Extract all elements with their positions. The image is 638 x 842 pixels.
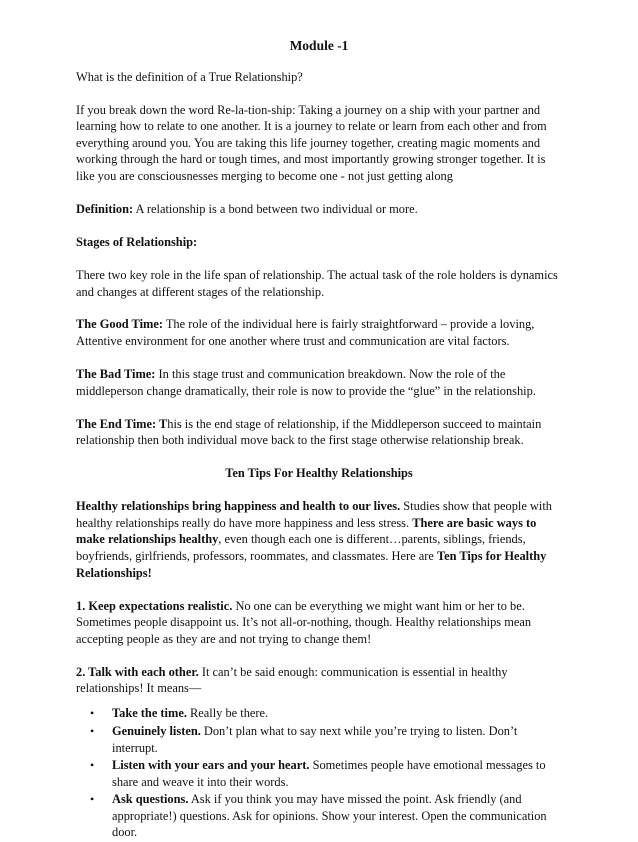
tips-intro-bold-2: There are basic ways to make relationships healthy xyxy=(76,515,537,547)
bullet-text: Ask if you think you may have missed the point. Ask friendly (and appropriate!) questions. Ask for opinions. Show your interest. Open the communication door. xyxy=(112,792,547,840)
bullet-label: Take the time. xyxy=(112,706,187,721)
bullet-label: Listen with your ears and your heart. xyxy=(112,758,310,773)
bullet-icon: • xyxy=(90,758,95,773)
tips-intro-bold-1: Healthy relationships bring happiness and health to our lives. xyxy=(76,499,401,514)
definition-paragraph xyxy=(76,201,562,218)
page-title: Module -1 xyxy=(289,38,349,53)
bad-time-text: In this stage trust and communication breakdown. Now the role of the middleperson change dramatically, their role is now to provide the “glue” in the relationship. xyxy=(76,367,536,398)
bullet-label: Ask questions. xyxy=(112,792,189,807)
intro-paragraph: If you break down the word Re-la-tion-ship: Taking a journey on a ship with your partner and learning how to relate to one another. It is a journey to relate or learn from each other and from everything around you. You are taking this life journey together, creating magic moments and working through the hard or tough times, and most importantly growing stronger together. It is like you are consciousnesses merging to become one - not just getting along xyxy=(76,102,547,183)
definition-label: Definition: xyxy=(76,201,134,216)
bullet-icon: • xyxy=(90,792,95,807)
tip-2-label: 2. Talk with each other. xyxy=(76,664,199,679)
tips-intro-text-1: Studies show that people with healthy relationships really do have more happiness and less stress. xyxy=(76,499,552,530)
definition-text: A relationship is a bond between two individual or more. xyxy=(133,201,418,216)
tips-heading: Ten Tips For Healthy Relationships xyxy=(225,466,413,481)
question-paragraph: What is the definition of a True Relationship? xyxy=(76,69,303,84)
bad-time-label: The Bad Time: xyxy=(76,367,156,382)
end-time-text: his is the end stage of relationship, if the Middleperson succeed to maintain relationship then both individual move back to the first stage otherwise relationship break. xyxy=(76,416,542,448)
bullet-text: Really be there. xyxy=(186,706,269,721)
bullet-icon: • xyxy=(90,723,95,738)
good-time-label: The Good Time: xyxy=(76,317,163,332)
bad-time-paragraph xyxy=(76,366,562,399)
bullet-label: Genuinely listen. xyxy=(112,723,201,738)
tip-1-paragraph xyxy=(76,598,562,648)
tip-2-paragraph xyxy=(76,664,562,697)
bullet-text: Don’t plan what to say next while you’re trying to listen. Don’t interrupt. xyxy=(112,723,518,755)
tips-intro-bold-3: Ten Tips for Healthy Relationships! xyxy=(76,548,547,580)
list-item xyxy=(76,791,562,841)
list-item xyxy=(76,723,562,756)
list-item xyxy=(76,757,562,790)
stages-intro-paragraph: There two key role in the life span of relationship. The actual task of the role holders is dynamics and changes at different stages of the relationship. xyxy=(76,267,558,299)
good-time-paragraph xyxy=(76,316,562,349)
end-time-paragraph xyxy=(76,416,562,449)
stages-heading xyxy=(76,234,562,251)
stages-heading-text: Stages of Relationship: xyxy=(76,234,198,249)
tip-2-text: It can’t be said enough: communication is essential in healthy relationships! It means— xyxy=(76,664,508,696)
document-page xyxy=(76,38,562,842)
bullet-icon: • xyxy=(90,706,95,721)
tips-intro-text-2: , even though each one is different…parents, siblings, friends, boyfriends, girlfriends, professors, roommates, and classmates. Here are xyxy=(76,532,526,563)
tip-1-text: No one can be everything we might want him or her to be. Sometimes people disappoint us. It’s not all-or-nothing, though. Healthy relationships mean accepting people as they are and not trying to change them! xyxy=(76,598,532,646)
good-time-text: The role of the individual here is fairly straightforward – provide a loving, Attentive environment for one another where trust and communication are vital factors. xyxy=(76,317,535,349)
tips-intro-paragraph xyxy=(76,498,562,581)
bullet-text: Sometimes people have emotional messages to share and weave it into their words. xyxy=(112,758,546,789)
tip-2-bullet-list xyxy=(76,705,562,841)
list-item xyxy=(76,705,562,722)
end-time-label: The End Time: T xyxy=(76,416,168,431)
tip-1-label: 1. Keep expectations realistic. xyxy=(76,598,233,613)
